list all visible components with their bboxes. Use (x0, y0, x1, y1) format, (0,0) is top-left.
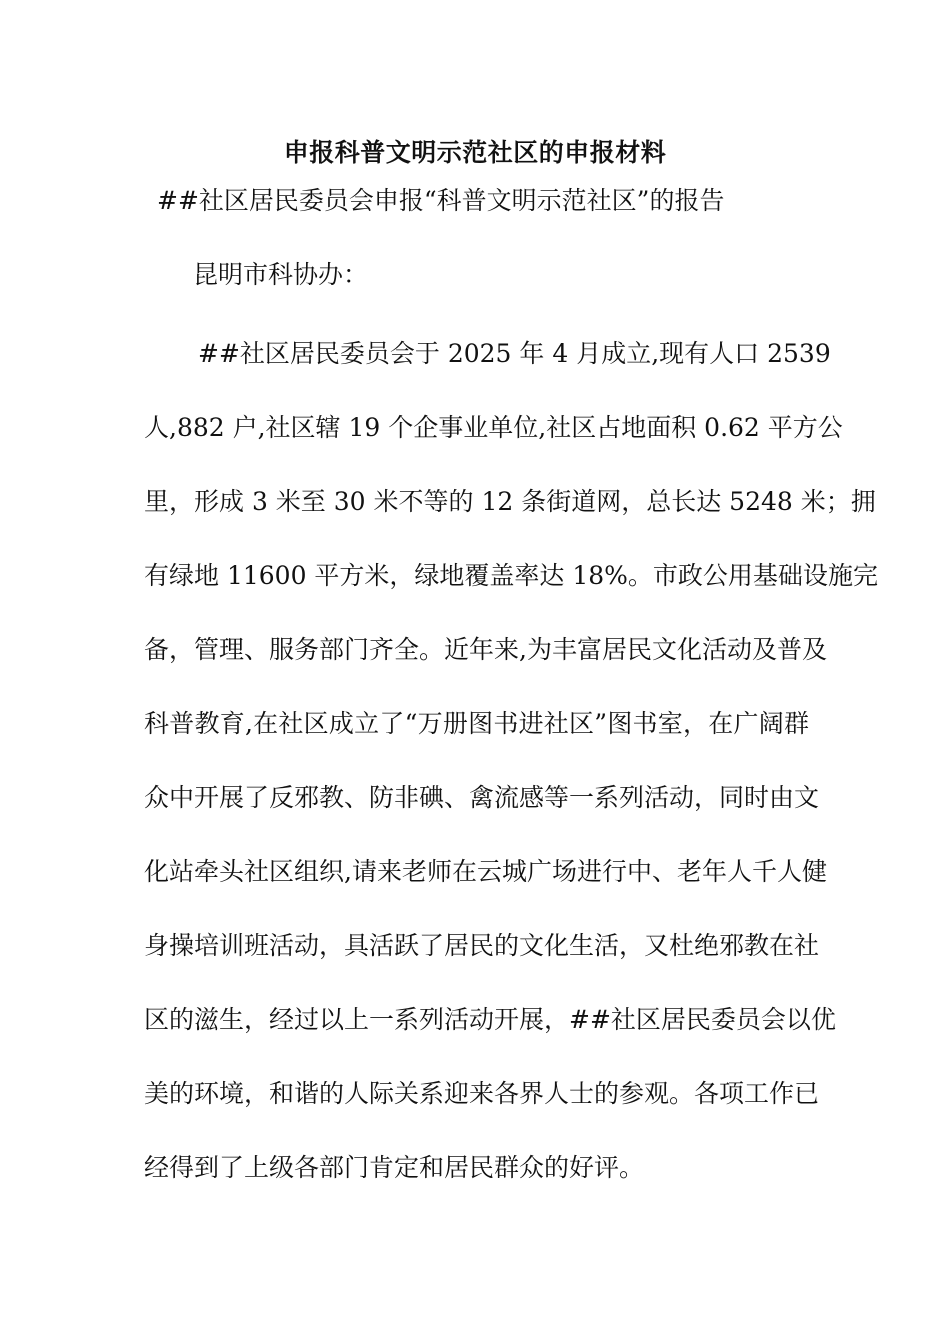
body-line: 备，管理、服务部门齐全。近年来,为丰富居民文化活动及普及 (144, 635, 827, 664)
body-line: 美的环境，和谐的人际关系迎来各界人士的参观。各项工作已 (144, 1079, 820, 1108)
body-line: 区的滋生，经过以上一系列活动开展，##社区居民委员会以优 (144, 1005, 836, 1034)
body-line: 科普教育,在社区成立了“万册图书进社区”图书室，在广阔群 (144, 709, 809, 738)
body-line: 有绿地 11600 平方米，绿地覆盖率达 18%。市政公用基础设施完 (144, 561, 878, 590)
document-title: 申报科普文明示范社区的申报材料 (283, 138, 667, 167)
body-line: 里，形成 3 米至 30 米不等的 12 条街道网，总长达 5248 米；拥 (144, 487, 876, 516)
body-line: 众中开展了反邪教、防非碘、禽流感等一系列活动，同时由文 (144, 783, 820, 812)
body-line: 化站牵头社区组织,请来老师在云城广场进行中、老年人千人健 (144, 857, 827, 886)
body-line: ##社区居民委员会于 2025 年 4 月成立,现有人口 2539 (198, 339, 831, 368)
body-line: 人,882 户,社区辖 19 个企事业单位,社区占地面积 0.62 平方公 (144, 413, 843, 442)
salutation: 昆明市科协办： (193, 260, 369, 289)
body-paragraph (144, 332, 878, 1220)
body-line: 身操培训班活动，具活跃了居民的文化生活，又杜绝邪教在社 (144, 931, 820, 960)
document-subtitle: ##社区居民委员会申报“科普文明示范社区”的报告 (157, 186, 725, 215)
body-line: 经得到了上级各部门肯定和居民群众的好评。 (144, 1153, 645, 1182)
